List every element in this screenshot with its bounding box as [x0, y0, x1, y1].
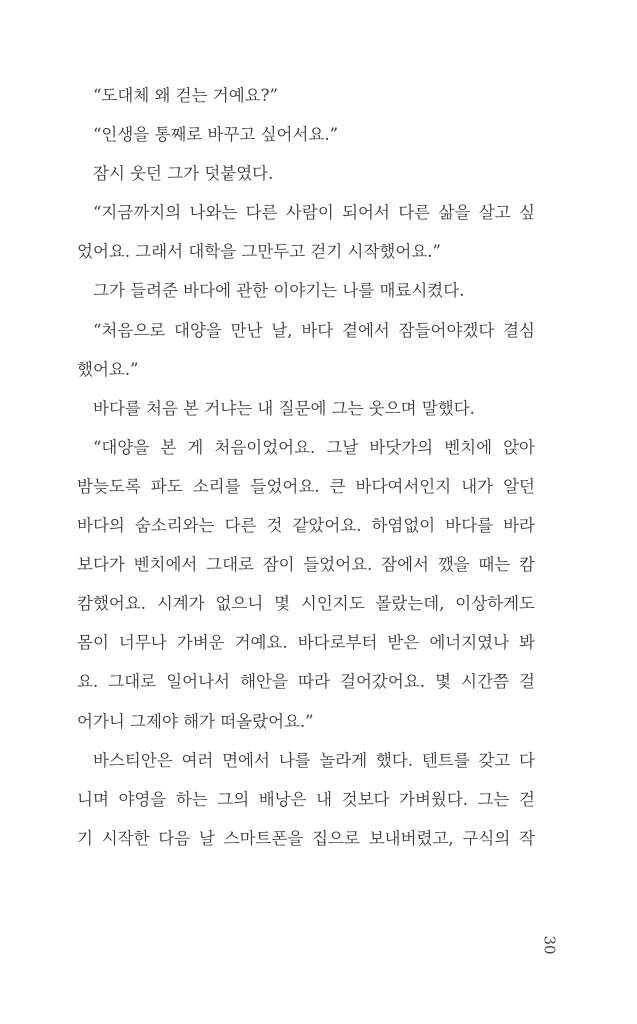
text-line: 그가 들려준 바다에 관한 이야기는 나를 매료시켰다. — [93, 281, 465, 301]
text-line: 캄했어요. 시계가 없으니 몇 시인지도 몰랐는데, 이상하게도 — [77, 594, 535, 614]
text-line: “처음으로 대양을 만난 날, 바다 곁에서 잠들어야겠다 결심 — [93, 320, 535, 340]
text-line: 바스티안은 여러 면에서 나를 놀라게 했다. 텐트를 갖고 다 — [93, 750, 535, 770]
text-line: 밤늦도록 파도 소리를 들었어요. 큰 바다여서인지 내가 알던 — [77, 476, 535, 496]
text-line: 었어요. 그래서 대학을 그만두고 걷기 시작했어요.” — [77, 242, 441, 262]
text-line: 바다의 숨소리와는 다른 것 같았어요. 하염없이 바다를 바라 — [77, 516, 535, 536]
text-line: “인생을 통째로 바꾸고 싶어서요.” — [93, 125, 339, 145]
text-line: 몸이 너무나 가벼운 거예요. 바다로부터 받은 에너지였나 봐 — [77, 633, 535, 653]
text-line: 어가니 그제야 해가 떠올랐어요.” — [77, 711, 314, 731]
text-line: “대양을 본 게 처음이었어요. 그날 바닷가의 벤치에 앉아 — [93, 437, 535, 457]
text-line: “지금까지의 나와는 다른 사람이 되어서 다른 삶을 살고 싶 — [93, 203, 535, 223]
text-line: “도대체 왜 걷는 거예요?” — [93, 86, 278, 105]
text-line: 니며 야영을 하는 그의 배낭은 내 것보다 가벼웠다. 그는 걷 — [77, 789, 535, 809]
text-line: 요. 그대로 일어나서 해안을 따라 걸어갔어요. 몇 시간쯤 걸 — [77, 672, 535, 692]
page-number: 30 — [540, 935, 559, 955]
text-line: 보다가 벤치에서 그대로 잠이 들었어요. 잠에서 깼을 때는 캄 — [77, 555, 535, 575]
text-line: 바다를 처음 본 거냐는 내 질문에 그는 웃으며 말했다. — [93, 398, 475, 418]
text-line: 했어요.” — [77, 359, 139, 379]
text-line: 기 시작한 다음 날 스마트폰을 집으로 보내버렸고, 구식의 작 — [77, 828, 535, 848]
text-line: 잠시 웃던 그가 덧붙였다. — [93, 164, 274, 184]
body-text — [77, 76, 535, 858]
